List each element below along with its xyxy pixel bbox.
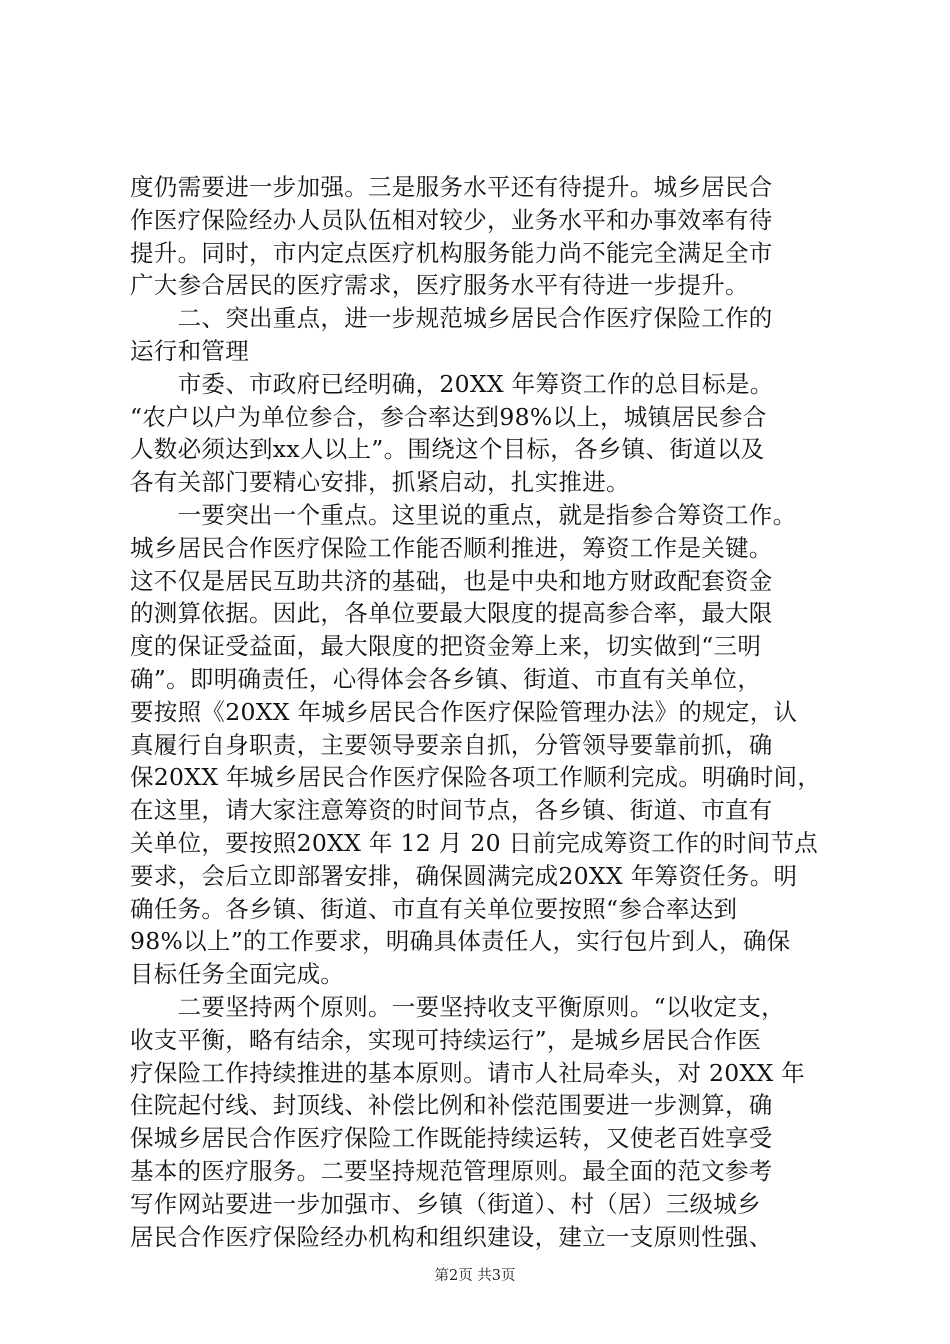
text-line: 市委、市政府已经明确，20XX 年筹资工作的总目标是。 bbox=[130, 369, 774, 398]
text-line: 确”。即明确责任，心得体会各乡镇、街道、市直有关单位， bbox=[130, 664, 762, 693]
text-line: 人数必须达到xx人以上”。围绕这个目标，各乡镇、街道以及 bbox=[130, 435, 765, 464]
text-line: 收支平衡，略有结余，实现可持续运行”，是城乡居民合作医 bbox=[130, 1025, 762, 1054]
text-line: 提升。同时，市内定点医疗机构服务能力尚不能完全满足全市 bbox=[130, 238, 773, 267]
text-line: 基本的医疗服务。二要坚持规范管理原则。最全面的范文参考 bbox=[130, 1156, 773, 1185]
text-line: 运行和管理 bbox=[130, 336, 249, 365]
text-line: 确任务。各乡镇、街道、市直有关单位要按照“参合率达到 bbox=[130, 894, 738, 923]
text-line: 在这里，请大家注意筹资的时间节点，各乡镇、街道、市直有 bbox=[130, 796, 773, 825]
text-line: 目标任务全面完成。 bbox=[130, 960, 345, 989]
text-line: 98%以上”的工作要求，明确具体责任人，实行包片到人，确保 bbox=[130, 927, 791, 956]
text-line: 城乡居民合作医疗保险工作能否顺利推进，筹资工作是关键。 bbox=[130, 533, 773, 562]
text-line: 保城乡居民合作医疗保险工作既能持续运转，又使老百姓享受 bbox=[130, 1124, 773, 1153]
text-line: 各有关部门要精心安排，抓紧启动，扎实推进。 bbox=[130, 468, 630, 497]
text-line: 度的保证受益面，最大限度的把资金筹上来，切实做到“三明 bbox=[130, 632, 762, 661]
document-body bbox=[130, 171, 835, 1253]
text-line: 居民合作医疗保险经办机构和组织建设，建立一支原则性强、 bbox=[130, 1222, 773, 1251]
text-line: 写作网站要进一步加强市、乡镇（街道）、村（居）三级城乡 bbox=[130, 1189, 761, 1218]
text-line: 度仍需要进一步加强。三是服务水平还有待提升。城乡居民合 bbox=[130, 173, 773, 201]
text-line: 二要坚持两个原则。一要坚持收支平衡原则。“以收定支， bbox=[130, 992, 785, 1021]
text-line: 住院起付线、封顶线、补偿比例和补偿范围要进一步测算，确 bbox=[130, 1091, 773, 1120]
text-line: 要求，会后立即部署安排，确保圆满完成20XX 年筹资任务。明 bbox=[130, 861, 798, 890]
text-line: 广大参合居民的医疗需求，医疗服务水平有待进一步提升。 bbox=[130, 271, 749, 300]
text-line: “农户以户为单位参合，参合率达到98%以上，城镇居民参合 bbox=[130, 402, 767, 431]
page-footer: 第2页 共3页 bbox=[434, 1268, 516, 1284]
text-line: 保20XX 年城乡居民合作医疗保险各项工作顺利完成。明确时间， bbox=[130, 763, 822, 792]
text-line: 疗保险工作持续推进的基本原则。请市人社局牵头，对 20XX 年 bbox=[130, 1058, 806, 1087]
text-line: 要按照《20XX 年城乡居民合作医疗保险管理办法》的规定，认 bbox=[130, 697, 798, 726]
text-line: 的测算依据。因此，各单位要最大限度的提高参合率，最大限 bbox=[130, 599, 773, 628]
text-line: 二、突出重点，进一步规范城乡居民合作医疗保险工作的 bbox=[130, 304, 773, 333]
text-line: 作医疗保险经办人员队伍相对较少，业务水平和办事效率有待 bbox=[130, 205, 773, 234]
text-line: 真履行自身职责，主要领导要亲自抓，分管领导要靠前抓，确 bbox=[130, 730, 773, 759]
text-line: 一要突出一个重点。这里说的重点，就是指参合筹资工作。 bbox=[130, 500, 797, 529]
text-line: 这不仅是居民互助共济的基础，也是中央和地方财政配套资金 bbox=[130, 566, 773, 595]
text-line: 关单位，要按照20XX 年 12 月 20 日前完成筹资工作的时间节点 bbox=[130, 828, 819, 857]
